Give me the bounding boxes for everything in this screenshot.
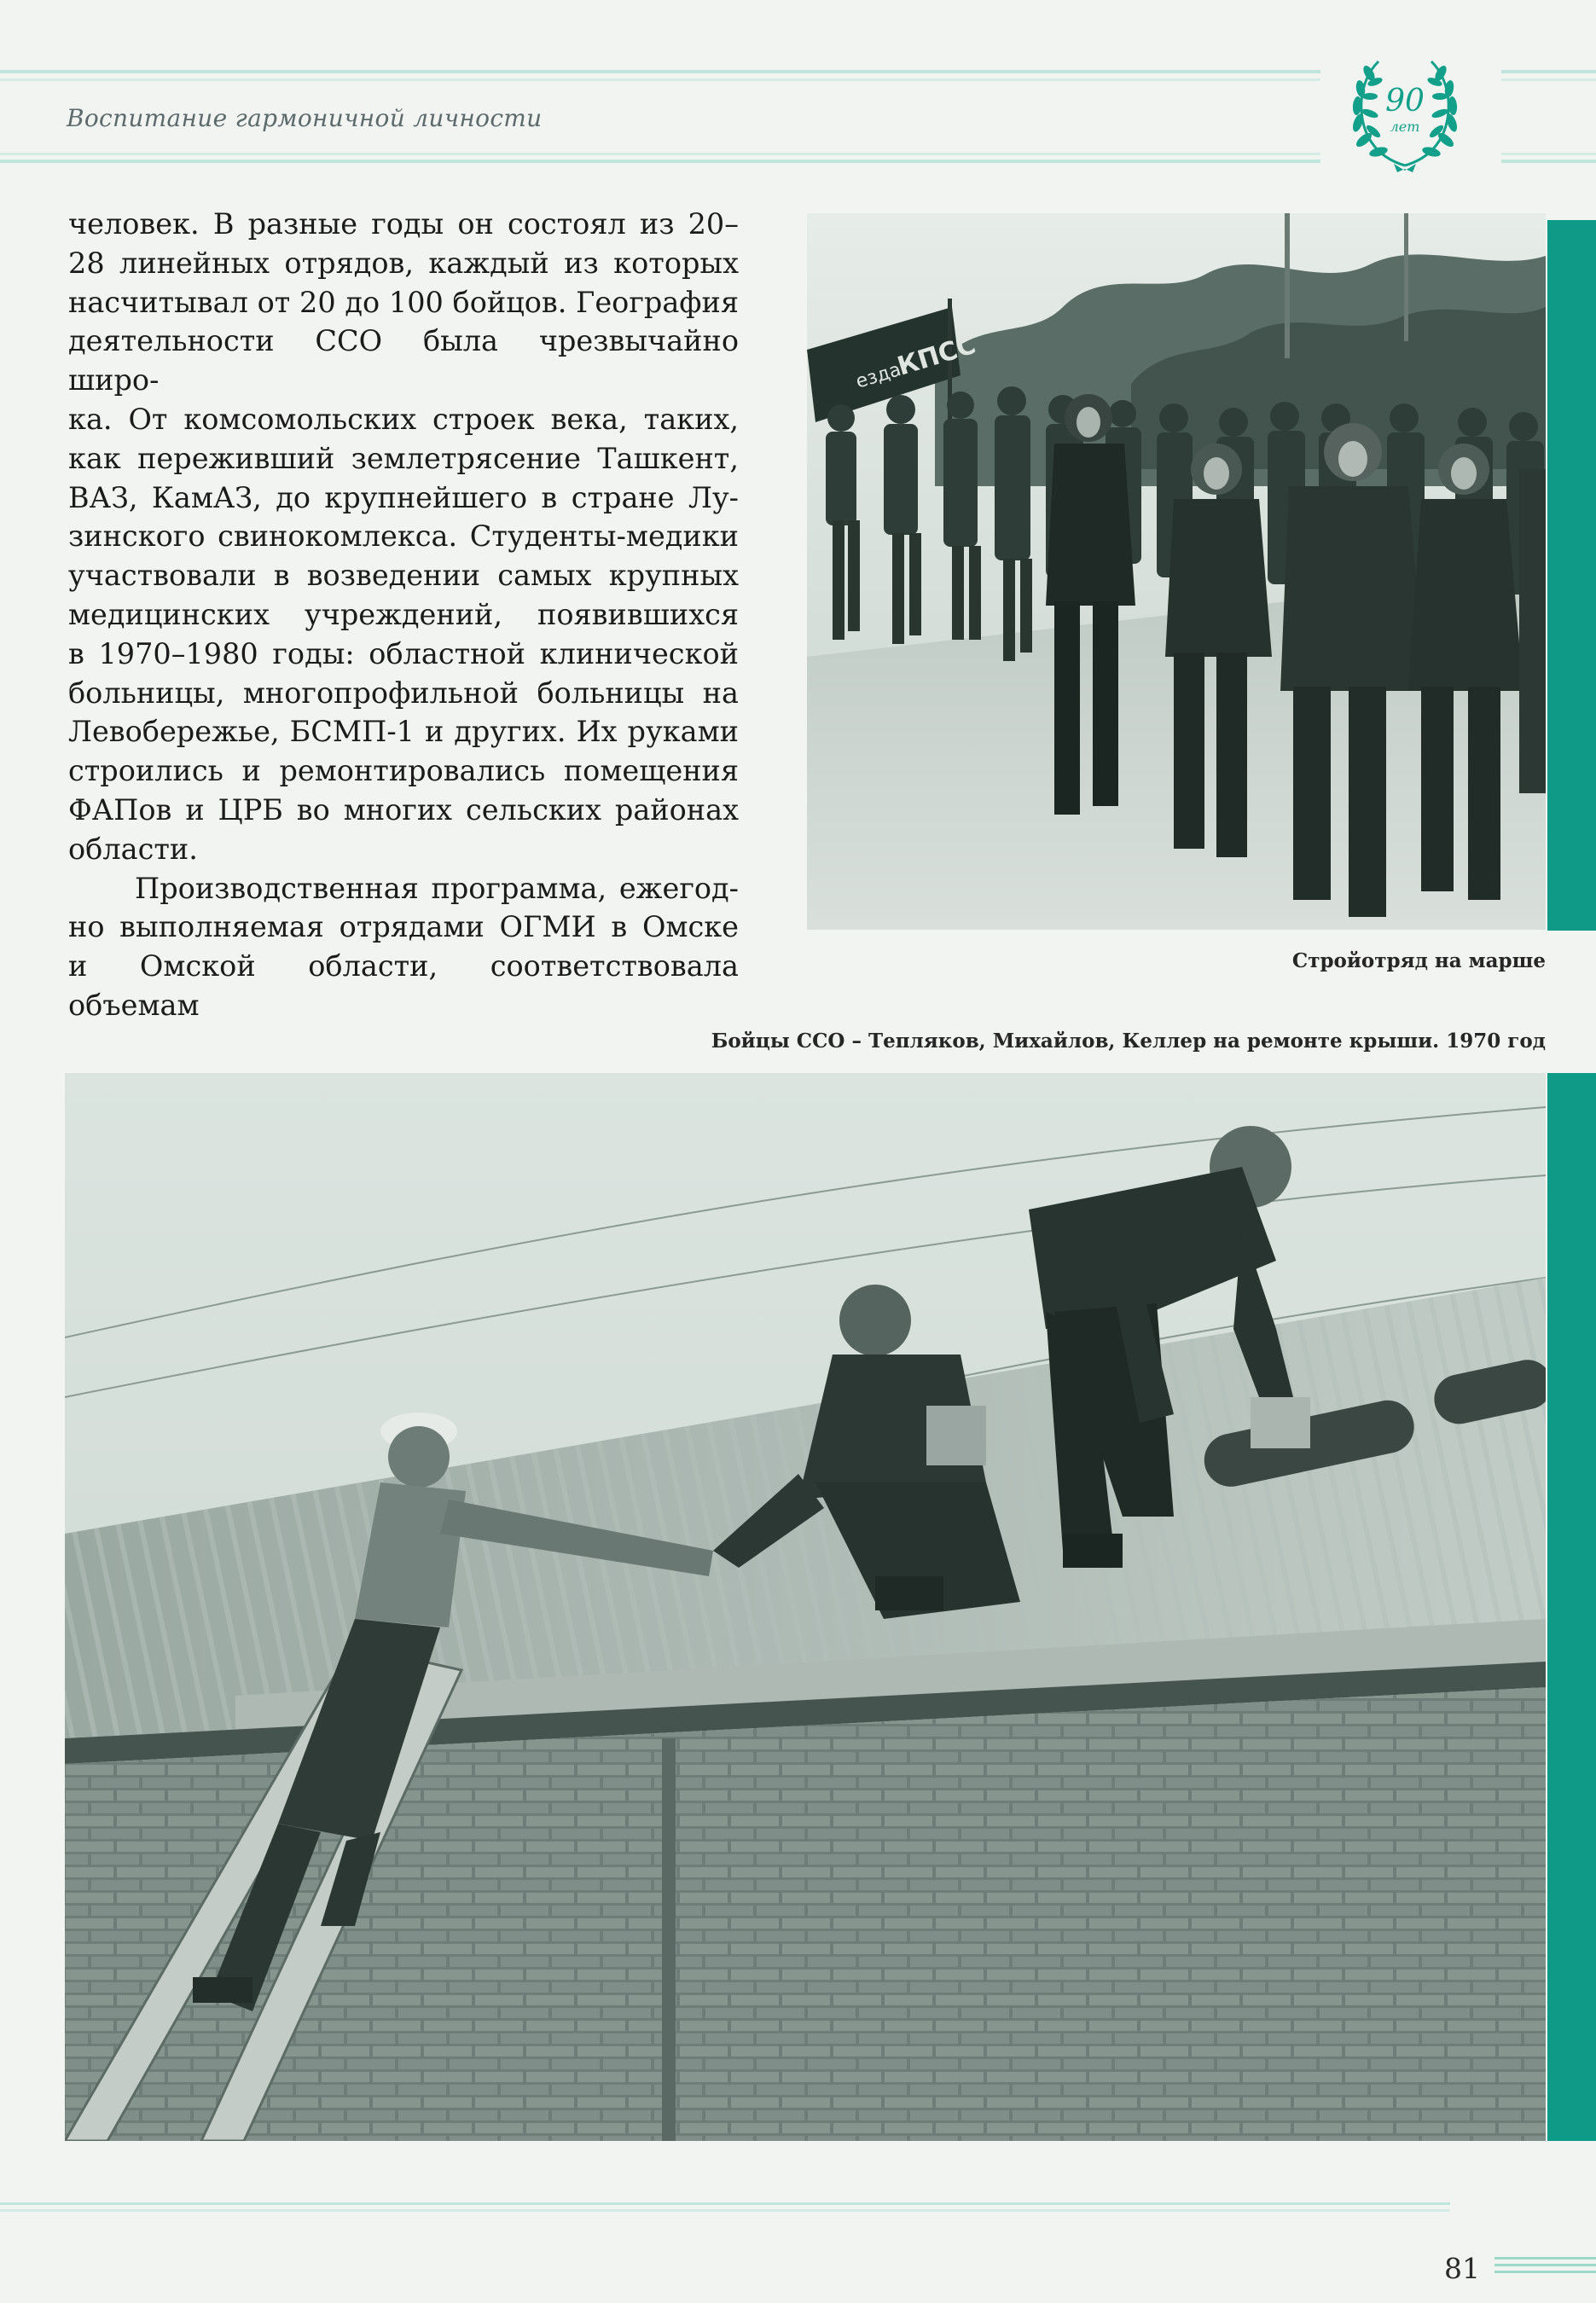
banner-text-small: езда — [853, 359, 904, 393]
text-line: 28 линейных отрядов, каждый из которых — [68, 246, 739, 280]
teal-edge-bar-top — [1547, 220, 1596, 931]
text-line: деятельности ССО была чрезвычайно широ- — [68, 324, 739, 397]
text-line: в 1970–1980 годы: областной клинической — [68, 636, 739, 670]
banner-text: КПСС — [894, 329, 979, 382]
emblem-word: лет — [1390, 119, 1420, 135]
emblem-number: 90 — [1385, 84, 1425, 119]
body-text — [68, 205, 739, 1025]
anniversary-emblem — [1341, 48, 1469, 176]
text-line: человек. В разные годы он состоял из 20– — [68, 207, 739, 241]
text-line: больницы, многопрофильной больницы на — [68, 676, 739, 710]
text-line: ВАЗ, КамАЗ, до крупнейшего в стране Лу- — [68, 480, 739, 514]
text-line: участвовали в возведении самых крупных — [68, 559, 739, 593]
footer-rule — [0, 2202, 1450, 2228]
text-line: как переживший землетрясение Ташкент, — [68, 441, 739, 475]
text-line: и Омской области, соответствовала объемам — [68, 949, 739, 1022]
text-line: но выполняемая отрядами ОГМИ в Омске — [68, 910, 739, 944]
text-line: Производственная программа, ежегод- — [135, 871, 739, 905]
running-header-title: Воспитание гармоничной личности — [67, 104, 543, 132]
text-line: ка. От комсомольских строек века, таких, — [68, 402, 739, 436]
photo-brigade-march — [807, 213, 1546, 930]
photo-roof-repair — [65, 1073, 1546, 2141]
text-line: Левобережье, БСМП-1 и других. Их руками — [68, 715, 739, 749]
photo-caption-march: Стройотряд на марше — [1291, 949, 1546, 972]
page-number: 81 — [1444, 2252, 1480, 2285]
teal-edge-bar-bottom — [1547, 1073, 1596, 2141]
header-rule-right — [1501, 70, 1596, 164]
photo-caption-roof: Бойцы ССО – Тепляков, Михайлов, Келлер на ремонте крыши. 1970 год — [711, 1030, 1546, 1053]
text-line: строились и ремонтировались помещения — [68, 754, 739, 788]
photo-brigade-march-image — [807, 213, 1546, 930]
text-line: зинского свинокомлекса. Студенты-медики — [68, 519, 739, 554]
photo-roof-repair-image — [65, 1073, 1546, 2141]
text-line: насчитывал от 20 до 100 бойцов. География — [68, 285, 739, 319]
text-line: медицинских учреждений, появившихся — [68, 597, 739, 631]
text-line: области. — [68, 832, 198, 866]
footer-rule-right — [1494, 2257, 1596, 2283]
text-line: ФАПов и ЦРБ во многих сельских районах — [68, 792, 739, 827]
